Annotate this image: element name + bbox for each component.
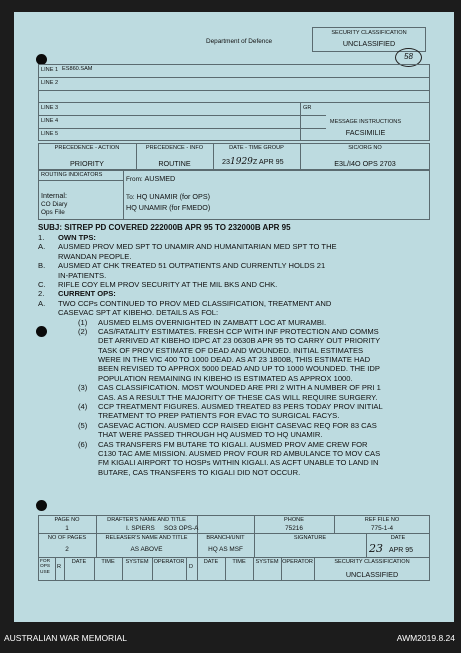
drafter-label: DRAFTER'S NAME AND TITLE: [107, 517, 186, 523]
line2-label: LINE 2: [41, 80, 59, 86]
body-line: [38, 308, 448, 317]
message-body: [38, 233, 448, 477]
body-line-text: OWN TPS:: [58, 233, 96, 242]
body-line: [38, 271, 448, 280]
operator-col: OPERATOR: [153, 559, 185, 565]
sec-class-label: SECURITY CLASSIFICATION: [331, 30, 407, 36]
no-of-pages-value: 2: [65, 546, 69, 553]
body-line-text: C130 TAC AME MISSION. AUSMED PROV FOUR RD AMBULANCE TO MOV CAS: [98, 448, 381, 458]
branch-unit-label: BRANCH/UNIT: [206, 535, 245, 541]
subject-line: SUBJ: SITREP PD COVERED 222000B APR 95 TO 232000B APR 95: [38, 223, 291, 232]
branch-unit-value: HQ AS MSF: [208, 546, 243, 553]
body-line-text: TASK OF PROV ESTIMATE OF DEAD AND WOUNDED. INITIAL ESTIMATES: [98, 345, 364, 355]
body-line-number: (1): [78, 317, 88, 327]
body-line-text: WERE IN THE VIC 400 TO 1000 DEAD. AS AT 23 1800B, THIS ESTIMATE HAD: [98, 355, 371, 365]
bottom-sec-class-label: SECURITY CLASSIFICATION: [334, 559, 410, 565]
body-line-text: AUSMED ELMS OVERNIGHTED IN ZAMBATT LOC AT MURAMBI.: [98, 317, 327, 327]
bottom-sec-class-value: UNCLASSIFIED: [345, 570, 399, 579]
body-line: [38, 318, 448, 327]
footer-institution: AUSTRALIAN WAR MEMORIAL: [4, 633, 127, 643]
body-line-text: FM KIGALI AIRPORT TO HOSPs WITHIN KIGALI. AS ACFT UNABLE TO LAND IN: [98, 458, 379, 468]
body-line-number: 1.: [38, 233, 45, 242]
internal-item: CO Diary: [41, 201, 68, 208]
sec-class-value: UNCLASSIFIED: [342, 39, 396, 48]
page-no-value: 1: [65, 525, 69, 532]
body-line-number: C.: [38, 279, 46, 289]
signature-label: SIGNATURE: [293, 535, 327, 541]
body-line-text: CASEVAC ACTION. AUSMED CCP RAISED EIGHT CASEVAC REQ FOR 83 CAS: [98, 420, 377, 430]
body-line-number: A.: [38, 242, 46, 252]
precedence-info-value: ROUTINE: [158, 159, 191, 168]
body-line: [38, 374, 448, 383]
body-line: [38, 440, 448, 449]
phone-value: 75216: [285, 525, 303, 532]
body-line: [38, 355, 448, 364]
document-page: [14, 12, 454, 622]
body-line: [38, 289, 448, 298]
body-line-number: 2.: [38, 289, 45, 299]
body-line-text: CAS. AS A RESULT THE MAJORITY OF THESE CAS WILL REQUIRE SURGERY.: [98, 392, 378, 402]
body-line-text: RWANDAN PEOPLE.: [58, 251, 132, 261]
body-line-number: (4): [78, 402, 88, 412]
body-line: [38, 280, 448, 289]
internal-label: Internal:: [41, 191, 67, 200]
releaser-label: RELEASER'S NAME AND TITLE: [105, 535, 188, 541]
body-line: [38, 364, 448, 373]
body-line: [38, 383, 448, 392]
releaser-value: AS ABOVE: [130, 546, 163, 553]
circled-number: 58: [395, 48, 422, 67]
body-line-text: CAS/FATALITY ESTIMATES. FRESH CCP WITH INF PROTECTION AND COMMS: [98, 326, 379, 336]
punch-hole: [36, 500, 47, 511]
body-line-text: CAS TRANSFERS FM BUTARE TO KIGALI. AUSMED PROV AME CREW FOR: [98, 439, 368, 449]
body-line: [38, 336, 448, 345]
msg-instructions-label: MESSAGE INSTRUCTIONS: [329, 119, 402, 125]
body-line-number: B.: [38, 261, 46, 271]
dtg-value: 231929Z APR 95: [222, 157, 284, 167]
system-col: SYSTEM: [125, 559, 149, 565]
body-line-text: DET ARRIVED AT KIBEHO IDPC AT 23 0630B APR 95 TO CARRY OUT PRIORITY: [98, 336, 381, 346]
body-line-text: POPULATION REMAINING IN KIBEHO IS ESTIMATED AS APPROX 1000.: [98, 373, 353, 383]
line1-label: LINE 1: [41, 67, 59, 73]
body-line: [38, 411, 448, 420]
date-value: 23 APR 95: [369, 542, 414, 555]
sic-label: SIC/ORG NO: [348, 145, 382, 151]
page-no-label: PAGE NO: [54, 517, 80, 523]
body-line-text: CASEVAC SPT AT KIBEHO. DETAILS AS FOL:: [58, 308, 219, 318]
operator-col: OPERATOR: [282, 559, 313, 565]
body-line-number: (2): [78, 326, 88, 336]
body-line: [38, 449, 448, 458]
line5-label: LINE 5: [41, 131, 59, 137]
r-label: R: [57, 564, 62, 570]
body-line: [38, 468, 448, 477]
to-line-1: To: HQ UNAMIR (for OPS): [126, 192, 211, 201]
body-line: [38, 402, 448, 411]
body-line-text: AUSMED PROV MED SPT TO UNAMIR AND HUMANITARIAN MED SPT TO THE: [58, 242, 337, 252]
body-line: [38, 421, 448, 430]
body-line-number: A.: [38, 298, 46, 308]
precedence-info-label: PRECEDENCE - INFO: [145, 145, 204, 151]
drafter-title: SO3 OPS-A: [164, 525, 199, 532]
body-line: [38, 327, 448, 336]
body-line: [38, 430, 448, 439]
body-line-number: (3): [78, 383, 88, 393]
date-col: DATE: [71, 559, 87, 565]
for-ops-use-label: FOR OPS USE: [40, 559, 51, 575]
body-line-text: TREATMENT TO PREP PATIENTS FOR EVAC TO SURGICAL FACYS.: [98, 411, 340, 421]
date-label: DATE: [390, 535, 406, 541]
body-line: [38, 458, 448, 467]
body-line-text: IN-PATIENTS.: [58, 270, 107, 280]
body-line-text: CCP TREATMENT FIGURES. AUSMED TREATED 83 PERS TODAY PROV INITIAL: [98, 402, 383, 412]
routing-indicators-label: ROUTING INDICATORS: [41, 172, 103, 178]
msg-instructions-value: FACSIMILIE: [345, 128, 386, 137]
body-line-text: CAS CLASSIFICATION. MOST WOUNDED ARE PRI 2 WITH A NUMBER OF PRI 1: [98, 383, 381, 393]
ref-file-value: 775-1-4: [370, 525, 394, 532]
body-line: [38, 242, 448, 251]
department-name: Department of Defence: [206, 38, 273, 45]
line1-value: ES860.SAM: [62, 66, 93, 72]
body-line-text: AUSMED AT CHK TREATED 51 OUTPATIENTS AND CURRENTLY HOLDS 21: [58, 261, 326, 271]
ref-file-label: REF FILE NO: [364, 517, 400, 523]
body-line: [38, 261, 448, 270]
drafter-name: I. SPIERS: [126, 525, 155, 532]
body-line-text: RIFLE COY ELM PROV SECURITY AT THE MIL BKS AND CHK.: [58, 279, 278, 289]
body-line-text: CURRENT OPS:: [58, 289, 116, 299]
body-line-text: TWO CCPs CONTINUED TO PROV MED CLASSIFICATION, TREATMENT AND: [58, 298, 332, 308]
body-line: [38, 346, 448, 355]
archive-footer: [0, 622, 461, 653]
dtg-label: DATE - TIME GROUP: [229, 145, 284, 151]
time-col: TIME: [101, 559, 115, 565]
line4-label: LINE 4: [41, 118, 59, 124]
d-label: D: [189, 564, 194, 570]
from-line: From: AUSMED: [126, 174, 176, 183]
time-col: TIME: [232, 559, 246, 565]
body-line-text: BUTARE, CAS TRANSFERS TO KIGALI DID NOT OCCUR.: [98, 467, 301, 477]
body-line-text: BEEN REVISED TO APPROX 5000 DEAD AND UP TO 1000 WOUNDED. THE IDP: [98, 364, 380, 374]
phone-label: PHONE: [284, 517, 304, 523]
to-line-2: HQ UNAMIR (for FMEDO): [126, 203, 211, 212]
precedence-action-label: PRECEDENCE - ACTION: [54, 145, 120, 151]
no-of-pages-label: NO OF PAGES: [47, 535, 87, 541]
body-line: [38, 252, 448, 261]
internal-item: Ops File: [41, 209, 65, 216]
system-col: SYSTEM: [255, 559, 279, 565]
body-line: [38, 233, 448, 242]
body-line-number: (6): [78, 439, 88, 449]
footer-accession: AWM2019.8.24: [396, 633, 455, 643]
precedence-action-value: PRIORITY: [70, 159, 104, 168]
body-line: [38, 393, 448, 402]
body-line-text: THAT WERE PASSED THROUGH HQ AUSMED TO HQ UNAMIR.: [98, 430, 323, 440]
line3-label: LINE 3: [41, 105, 59, 111]
body-line-number: (5): [78, 420, 88, 430]
body-line: [38, 299, 448, 308]
gr-label: GR: [303, 105, 312, 111]
sic-value: E3L/I4O OPS 2703: [334, 159, 396, 168]
date-col: DATE: [203, 559, 219, 565]
